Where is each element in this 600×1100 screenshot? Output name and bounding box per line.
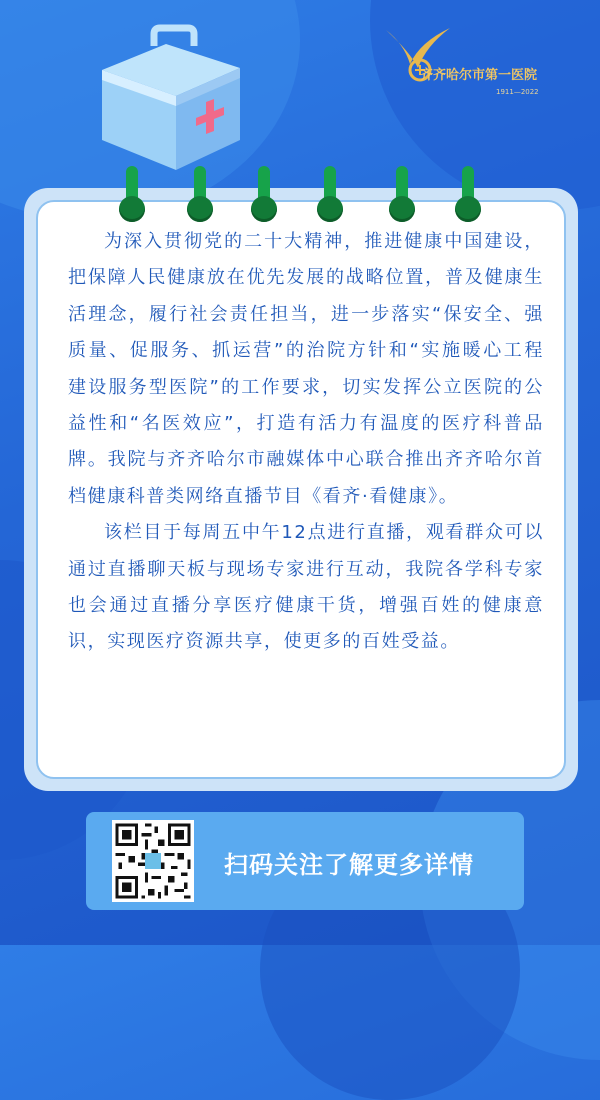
hospital-years: 1911—2022 <box>496 88 539 96</box>
article-paragraph: 该栏目于每周五中午12点进行直播，观看群众可以通过直播聊天板与现场专家进行互动，我院各学科专家也会通过直播分享医疗健康干货，增强百姓的健康意识，实现医疗资源共享，使更多的百姓受益。 <box>68 522 544 653</box>
binder-ring <box>117 166 147 222</box>
binder-ring <box>185 166 215 222</box>
article-paragraph: 为深入贯彻党的二十大精神，推进健康中国建设，把保障人民健康放在优先发展的战略位置，普及健康生活理念，履行社会责任担当，进一步落实“保安全、强质量、促服务、抓运营”的治院方针和“实施暖心工程 建设服务型医院”的工作要求，切实发挥公立医院的公益性和“名医效应”，打造有活力有温度的医疗科普品牌。我院与齐齐哈尔市融媒体中心联合推出齐齐哈尔首档健康科普类网络直播节目《看齐·看健康》。 <box>68 231 544 507</box>
scan-label: 扫码关注了解更多详情 <box>224 851 474 879</box>
binder-ring <box>387 166 417 222</box>
medical-kit-icon <box>96 22 246 172</box>
scan-banner[interactable] <box>86 812 524 910</box>
hospital-logo <box>380 22 570 102</box>
article-body <box>68 224 544 661</box>
binder-ring <box>315 166 345 222</box>
binder-ring <box>249 166 279 222</box>
binder-ring <box>453 166 483 222</box>
qr-code-icon[interactable] <box>112 820 194 902</box>
hospital-name: 齐齐哈尔市第一医院 <box>420 68 538 83</box>
